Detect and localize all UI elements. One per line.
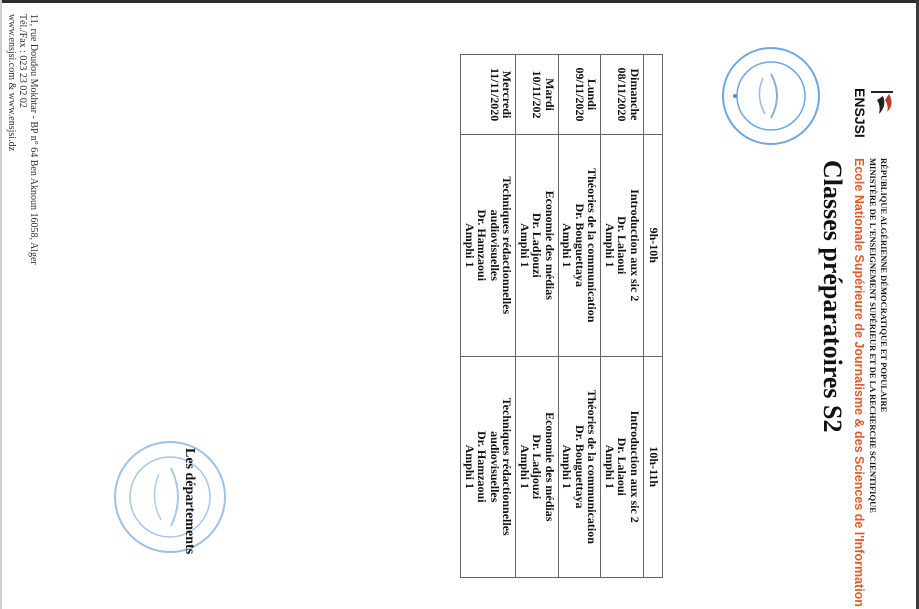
day-cell	[559, 55, 602, 135]
course-title: Théories de la communication	[585, 389, 600, 544]
course-title: Introduction aux sic 2	[628, 410, 642, 523]
course-title: Introduction aux sic 2	[628, 189, 642, 302]
course-subtitle: audiovisuelles	[488, 431, 502, 503]
logo-text: ENSJSI	[852, 88, 868, 138]
header-day	[644, 55, 663, 135]
day-name: Lundi	[585, 78, 600, 111]
course-cell	[601, 356, 644, 578]
course-subtitle: audiovisuelles	[488, 209, 502, 281]
course-room: Amphi 1	[560, 223, 575, 268]
course-teacher: Dr. Lalaoui	[615, 216, 630, 275]
course-cell	[516, 135, 559, 356]
course-room: Amphi 1	[518, 223, 532, 268]
day-name: Mardi	[543, 78, 557, 111]
course-teacher: Dr. Ladjouzi	[530, 434, 545, 500]
course-teacher: Dr. Hamzaoui	[475, 209, 490, 282]
course-room: Amphi 1	[603, 444, 617, 489]
school-name: Ecole Nationale Supérieure de Journalisme & des Sciences de l'Information	[852, 158, 866, 607]
course-cell	[516, 356, 559, 578]
course-teacher: Dr. Ladjouzi	[530, 212, 545, 278]
table-row	[601, 55, 644, 578]
course-title: Théories de la communication	[585, 168, 600, 323]
footer-websites: www.ensjsi.com & www.ensjsi.dz	[6, 14, 17, 152]
course-cell	[461, 356, 516, 578]
day-cell	[601, 55, 644, 135]
course-cell	[461, 135, 516, 356]
republic-line: RÉPUBLIQUE ALGÉRIENNE DÉMOCRATIQUE ET POPULAIRE	[879, 158, 889, 413]
course-room: Amphi 1	[463, 444, 477, 489]
table-header-row	[644, 55, 663, 578]
course-title: Economie des médias	[543, 190, 557, 300]
course-teacher: Dr. Lalaoui	[615, 437, 630, 496]
course-cell	[559, 135, 602, 356]
table-row	[461, 55, 516, 578]
course-room: Amphi 1	[560, 444, 575, 489]
school-logo	[851, 86, 897, 148]
day-cell	[461, 55, 516, 135]
day-name: Mercredi	[500, 70, 515, 119]
course-title: Techniques rédactionnelles	[500, 397, 515, 536]
footer-street: 11, rue Doudou Mokhtar - BP n° 64 Ben Aknoun 16058, Alger	[28, 14, 39, 265]
course-room: Amphi 1	[518, 444, 532, 489]
course-room: Amphi 1	[463, 223, 477, 268]
course-title: Economie des médias	[543, 412, 557, 522]
course-title: Techniques rédactionnelles	[500, 176, 515, 315]
table-row	[559, 55, 602, 578]
course-teacher: Dr. Bouguettaya	[573, 424, 587, 509]
footer-phone: Tél./Fax : 023 23 02 02	[17, 14, 28, 108]
day-date: 10/11/202	[530, 70, 545, 119]
official-stamp-top	[719, 44, 823, 148]
day-date: 09/11/2020	[573, 67, 587, 122]
day-cell	[516, 55, 559, 135]
course-teacher: Dr. Hamzaoui	[475, 430, 490, 503]
header-slot-2: 10h-11h	[644, 356, 663, 578]
day-name: Dimanche	[628, 68, 642, 121]
footer-address	[6, 14, 39, 265]
official-stamp-bottom	[111, 438, 229, 556]
day-date: 11/11/2020	[488, 67, 502, 122]
course-teacher: Dr. Bouguettaya	[573, 203, 587, 288]
day-date: 08/11/2020	[615, 67, 630, 122]
header-slot-1: 9h-10h	[644, 135, 663, 356]
course-cell	[559, 356, 602, 578]
schedule-table	[461, 54, 664, 578]
ministry-header	[867, 158, 889, 513]
course-room: Amphi 1	[603, 223, 617, 268]
course-cell	[601, 135, 644, 356]
ministry-line: MINISTÈRE DE L'ENSEIGNEMENT SUPÉRIEUR ET DE LA RECHERCHE SCIENTIFIQUE	[868, 158, 878, 513]
signature-departments: Les départements	[182, 448, 197, 555]
table-row	[516, 55, 559, 578]
page-title: Classes préparatoires S2	[818, 160, 847, 433]
